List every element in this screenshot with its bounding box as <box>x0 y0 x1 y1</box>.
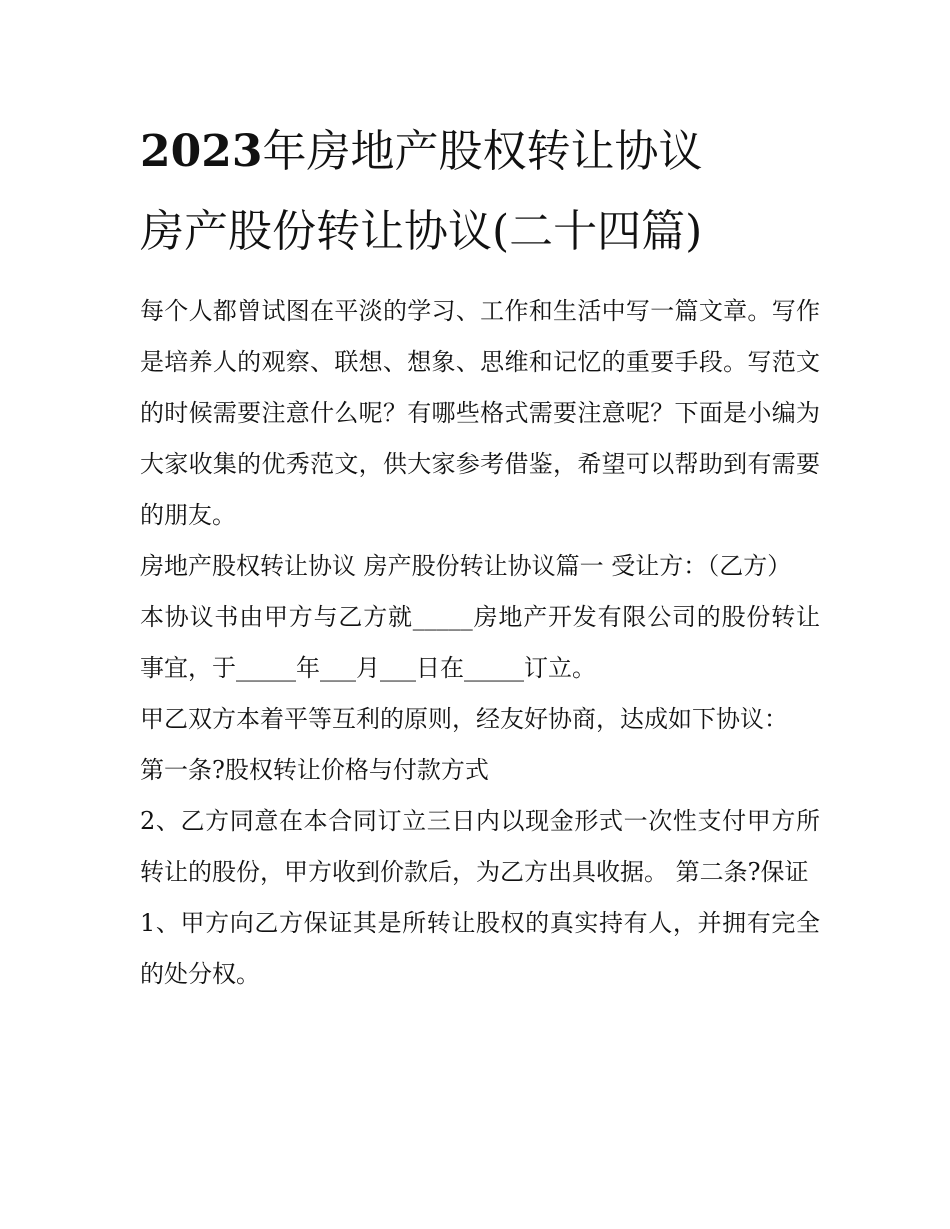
intro-paragraph: 每个人都曾试图在平淡的学习、工作和生活中写一篇文章。写作是培养人的观察、联想、想象、思维和记忆的重要手段。写范文的时候需要注意什么呢？有哪些格式需要注意呢？下面是小编为大家收集的优秀范文，供大家参考借鉴，希望可以帮助到有需要的朋友。 <box>140 297 820 529</box>
agreement-intro-paragraph: 本协议书由甲方与乙方就_____房地产开发有限公司的股份转让事宜，于_____年___月___日在_____订立。 <box>140 603 820 682</box>
document-body <box>140 286 820 1000</box>
title-line-1-text: 年房地产股权转让协议 <box>262 126 703 177</box>
document-title <box>140 112 820 272</box>
payment-clause-paragraph: 2、乙方同意在本合同订立三日内以现金形式一次性支付甲方所转让的股份，甲方收到价款后，为乙方出具收据。 第二条?保证 <box>140 807 820 886</box>
article-one-heading: 第一条?股权转让价格与付款方式 <box>140 756 489 784</box>
principle-paragraph: 甲乙双方本着平等互利的原则，经友好协商，达成如下协议： <box>140 705 788 733</box>
guarantee-clause-paragraph: 1、甲方向乙方保证其是所转让股权的真实持有人，并拥有完全的处分权。 <box>140 909 820 988</box>
title-line-2: 房产股份转让协议(二十四篇) <box>140 206 703 257</box>
section-heading-paragraph: 房地产股权转让协议 房产股份转让协议篇一 受让方：（乙方） <box>140 552 792 580</box>
document-content <box>140 112 820 1000</box>
title-line-1 <box>140 112 820 192</box>
title-year: 2023 <box>140 126 263 177</box>
